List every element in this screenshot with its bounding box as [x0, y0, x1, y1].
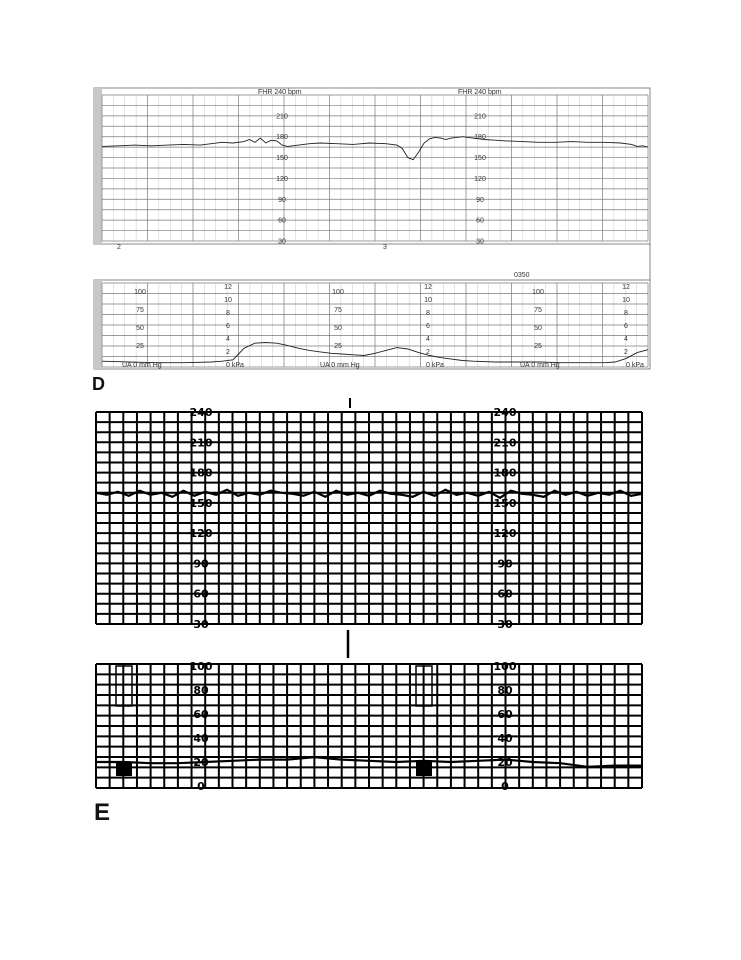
panel-e-label-block-3 [116, 762, 132, 776]
panel-e-ua-tick-label: 80 [193, 684, 209, 697]
panel-d-ua-tick-kpa: 4 [226, 336, 230, 343]
panel-e-fhr-tick-label: 210 [189, 436, 213, 450]
panel-d-clock-label: 0350 [514, 272, 530, 279]
panel-e-ua-tick-label: 40 [193, 732, 209, 745]
panel-d-ua-tick-kpa: 10 [622, 297, 630, 304]
panel-e-fhr-tick-label: 210 [493, 436, 517, 450]
panel-e-fhr-tick-label: 180 [189, 466, 213, 480]
panel-d-time-mark-3: 3 [383, 244, 387, 251]
panel-d-ua-tick-mmhg: 100 [332, 289, 344, 296]
panel-e-fhr-tick-label: 120 [189, 527, 213, 541]
panel-d-ua-tick-kpa: 8 [624, 310, 628, 317]
panel-e-fhr-ticks [190, 406, 517, 631]
panel-d-ua-tick-kpa: 10 [424, 297, 432, 304]
panel-d-ua-tick-mmhg: 75 [334, 307, 342, 314]
panel-d-fhr-header-2: FHR 240 bpm [458, 89, 502, 96]
panel-e-fhr-tick-label: 30 [193, 618, 209, 631]
panel-d-ua-unit-right: 0 kPa [426, 362, 444, 369]
panel-d-ua-tick-kpa: 4 [624, 336, 628, 343]
panel-d-ua-tick-kpa: 8 [226, 310, 230, 317]
panel-e-fhr-tick-label: 120 [493, 527, 517, 541]
panel-d-fhr-tick-label: 150 [474, 155, 486, 163]
panel-d-ua-tick-kpa: 8 [426, 310, 430, 317]
panel-d-fhr-tick-label: 30 [278, 238, 286, 246]
panel-e-fhr-tick-label: 180 [493, 466, 517, 480]
panel-d-fhr-tick-label: 30 [476, 238, 484, 246]
panel-e-ua-tick-label: 0 [501, 780, 509, 793]
panel-e-label-block-4 [416, 762, 432, 776]
panel-d-fhr-edge [94, 88, 102, 244]
panel-e-fhr-tick-label: 240 [189, 406, 213, 419]
panel-e-ua-tick-label: 60 [497, 708, 513, 721]
panel-d-ua-tick-kpa: 6 [426, 323, 430, 330]
panel-d-ua-tick-kpa: 12 [224, 284, 232, 291]
panel-e-ua-tick-label: 40 [497, 732, 513, 745]
panel-e-ua-tick-label: 20 [193, 756, 209, 769]
panel-d-ua-tick-mmhg: 100 [134, 289, 146, 296]
panel-d-ua-tick-mmhg: 50 [534, 325, 542, 332]
panel-d-fhr-tick-label: 90 [476, 196, 484, 204]
panel-e-fhr-tick-label: 150 [189, 496, 213, 510]
panel-d-ua-tick-mmhg: 25 [334, 343, 342, 350]
panel-e-chart [94, 398, 642, 826]
panel-e-ua-tick-label: 100 [493, 660, 517, 673]
panel-d-ua-tick-kpa: 6 [226, 323, 230, 330]
panel-d-ua-tick-mmhg: 50 [136, 325, 144, 332]
panel-d-ua-tick-kpa: 10 [224, 297, 232, 304]
panel-e-ua-tick-label: 60 [193, 708, 209, 721]
panel-d-ua-tick-mmhg: 50 [334, 325, 342, 332]
panel-e-fhr-tick-label: 240 [493, 406, 517, 419]
panel-d-ua-unit-left: UA 0 mm Hg [122, 362, 162, 369]
panel-e-fhr-grid [96, 412, 642, 624]
panel-d-letter: D [92, 374, 105, 394]
panel-d-fhr-tick-label: 90 [278, 196, 286, 204]
panel-d-ua-tick-mmhg: 25 [534, 343, 542, 350]
panel-e-fhr-tick-label: 90 [497, 557, 513, 571]
panel-d-ua-unit-right: 0 kPa [626, 362, 644, 369]
panel-d-fhr-tick-label: 120 [474, 175, 486, 183]
panel-d-fhr-tick-label: 120 [276, 175, 288, 183]
panel-d-ua-unit-right: 0 kPa [226, 362, 244, 369]
panel-d-ua-tick-mmhg: 25 [136, 343, 144, 350]
panel-e-ua-tick-label: 20 [497, 756, 513, 769]
panel-d-ua-edge [94, 280, 102, 369]
panel-e-ua-grid [96, 664, 642, 788]
panel-d-ua-tick-kpa: 4 [426, 336, 430, 343]
panel-d-fhr-tick-label: 60 [278, 217, 286, 225]
panel-e-ua-tick-label: 0 [197, 780, 205, 793]
panel-d-fhr-tick-label: 180 [474, 134, 486, 142]
panel-d-ua-unit-left: UA 0 mm Hg [520, 362, 560, 369]
panel-d-ua-tick-kpa: 12 [424, 284, 432, 291]
panel-d-ua-tick-mmhg: 100 [532, 289, 544, 296]
panel-e-ua-tick-label: 80 [497, 684, 513, 697]
panel-e-ua-tick-label: 100 [189, 660, 213, 673]
panel-d-ua-tick-kpa: 2 [226, 349, 230, 356]
panel-d-fhr-tick-label: 60 [476, 217, 484, 225]
panel-d-fhr-header: FHR 240 bpm [258, 89, 302, 96]
panel-e-fhr-tick-label: 30 [497, 618, 513, 631]
panel-e-letter: E [94, 799, 111, 826]
panel-d-ua-unit-left: UA 0 mm Hg [320, 362, 360, 369]
panel-d-fhr-tick-label: 210 [474, 113, 486, 121]
panel-d-time-mark-2: 2 [117, 244, 121, 251]
panel-d-ua-tick-mmhg: 75 [534, 307, 542, 314]
panel-e-fhr-tick-label: 60 [193, 587, 209, 601]
panel-d-fhr-frame [94, 88, 650, 244]
panel-d-fhr-tick-label: 180 [276, 134, 288, 142]
panel-d-ua-tick-kpa: 6 [624, 323, 628, 330]
panel-e-fhr-tick-label: 90 [193, 557, 209, 571]
panel-d-fhr-tick-label: 210 [276, 113, 288, 121]
panel-d-fhr-tick-label: 150 [276, 155, 288, 163]
panel-d-ua-tick-kpa: 2 [624, 349, 628, 356]
panel-e-fhr-tick-label: 60 [497, 587, 513, 601]
panel-d-ua-tick-mmhg: 75 [136, 307, 144, 314]
panel-d-ua-tick-kpa: 2 [426, 349, 430, 356]
panel-d-ua-tick-kpa: 12 [622, 284, 630, 291]
panel-e-fhr-tick-label: 150 [493, 496, 517, 510]
panel-d-chart [92, 88, 650, 394]
